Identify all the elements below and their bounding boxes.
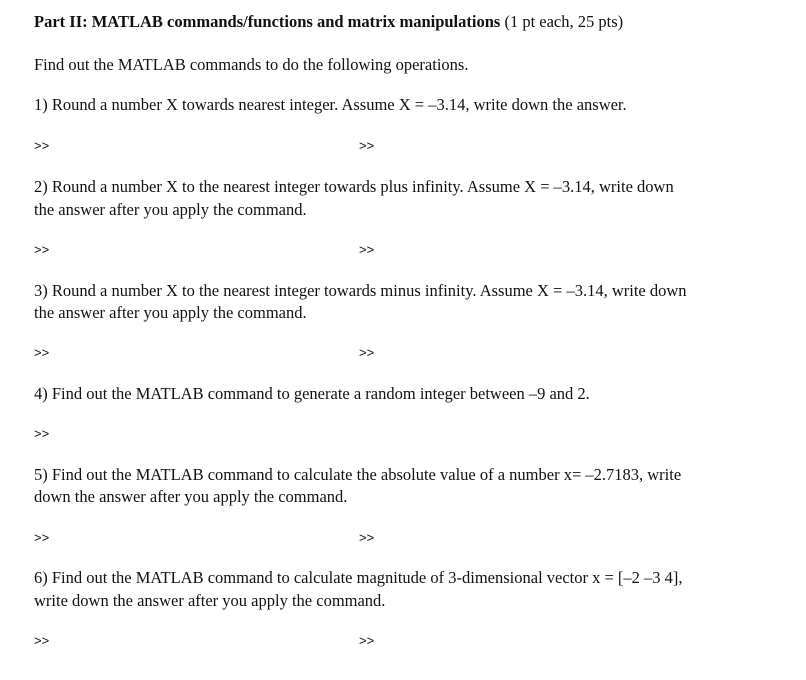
question-3-line-2: the answer after you apply the command.: [34, 303, 307, 322]
question-2-line-2: the answer after you apply the command.: [34, 200, 307, 219]
question-6-line-2: write down the answer after you apply the command.: [34, 591, 386, 610]
question-1-line-1: 1) Round a number X towards nearest integer. Assume X = –3.14, write down the answer.: [34, 95, 627, 114]
question-4-line-1: 4) Find out the MATLAB command to generate a random integer between –9 and 2.: [34, 384, 590, 403]
question-5-line-1: 5) Find out the MATLAB command to calculate the absolute value of a number x= –2.7183, write: [34, 465, 682, 484]
question-6-line-1: 6) Find out the MATLAB command to calculate magnitude of 3-dimensional vector x = [–2 –3 4],: [34, 568, 683, 587]
question-3-command-prompt: >>: [34, 345, 50, 360]
page-title-bold: Part II: MATLAB commands/functions and matrix manipulations: [34, 12, 501, 31]
page-title: [34, 12, 623, 32]
question-3-line-1: 3) Round a number X to the nearest integer towards minus infinity. Assume X = –3.14, write down: [34, 281, 687, 300]
question-2-line-1: 2) Round a number X to the nearest integer towards plus infinity. Assume X = –3.14, write down: [34, 177, 674, 196]
question-2-command-prompt: >>: [34, 242, 50, 257]
question-2-answer-prompt: >>: [359, 242, 375, 257]
intro-text: Find out the MATLAB commands to do the following operations.: [34, 55, 469, 74]
question-6-command-prompt: >>: [34, 633, 50, 648]
question-4-command-prompt: >>: [34, 426, 50, 441]
question-6-answer-prompt: >>: [359, 633, 375, 648]
question-5-command-prompt: >>: [34, 530, 50, 545]
question-5-answer-prompt: >>: [359, 530, 375, 545]
question-1-answer-prompt: >>: [359, 138, 375, 153]
question-5-line-2: down the answer after you apply the command.: [34, 487, 348, 506]
question-3-answer-prompt: >>: [359, 345, 375, 360]
page-title-points: (1 pt each, 25 pts): [500, 12, 624, 31]
question-1-command-prompt: >>: [34, 138, 50, 153]
